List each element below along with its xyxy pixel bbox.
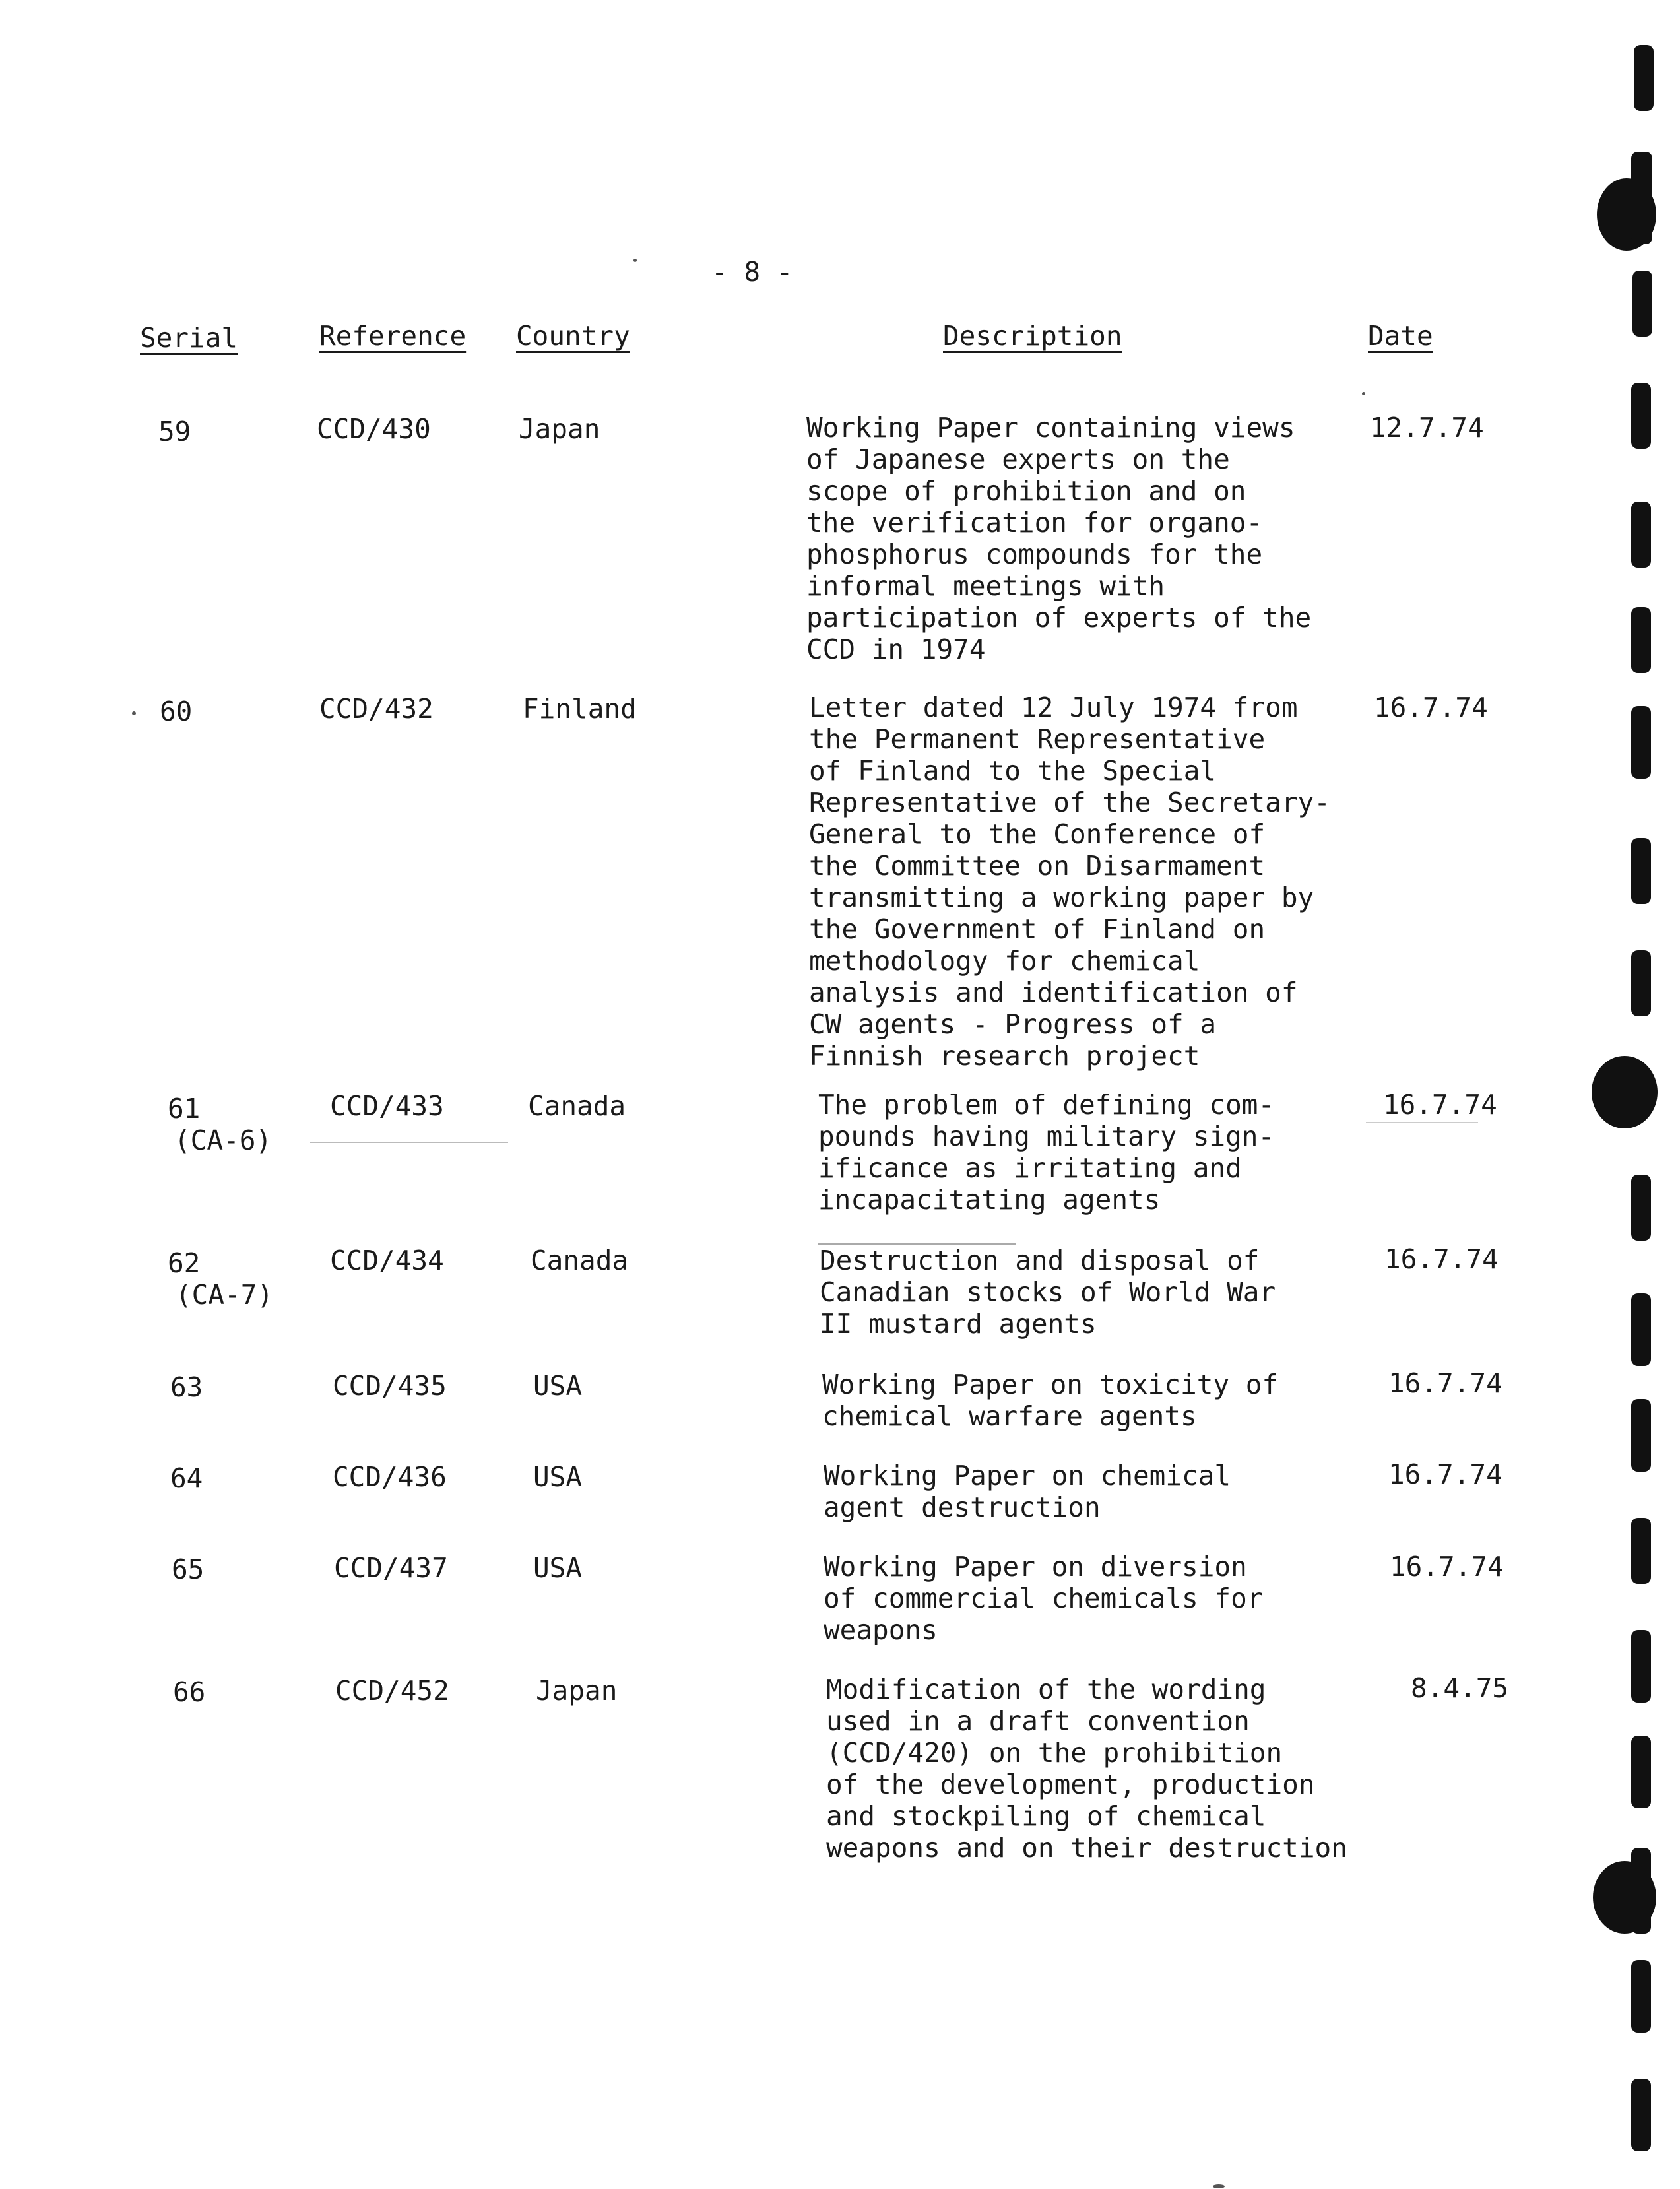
date-cell: 16.7.74 xyxy=(1388,1458,1502,1490)
binding-mark xyxy=(1631,838,1651,904)
country-cell: USA xyxy=(533,1552,583,1584)
binding-mark xyxy=(1592,1056,1658,1128)
reference-cell: CCD/452 xyxy=(335,1675,449,1707)
scan-speck xyxy=(633,259,637,262)
date-cell: 16.7.74 xyxy=(1374,692,1488,723)
header-date: Date xyxy=(1368,320,1433,352)
binding-mark xyxy=(1634,45,1654,111)
serial-cell: 59 xyxy=(158,416,191,447)
scan-speck xyxy=(1362,392,1365,395)
description-cell: Working Paper on diversion of commercial chemicals for weapons xyxy=(824,1551,1264,1646)
serial-sub-cell: (CA-7) xyxy=(176,1279,274,1311)
reference-cell: CCD/432 xyxy=(319,693,434,725)
description-cell: Letter dated 12 July 1974 from the Permanent Representative of Finland to the Special Representative of the Secretary- General to the Conference of the Committee on Disarmament transmitting a working paper by the Government of Finland on methodology for chemical analysis and identification of CW agents - Progress of a Finnish research project xyxy=(809,692,1330,1072)
scan-dash-line xyxy=(818,1243,1016,1245)
date-cell: 8.4.75 xyxy=(1411,1672,1509,1704)
binding-mark xyxy=(1631,706,1651,779)
country-cell: Japan xyxy=(536,1675,618,1707)
binding-mark xyxy=(1631,2079,1651,2151)
binding-mark xyxy=(1631,1736,1651,1808)
header-serial: Serial xyxy=(140,322,238,354)
binding-mark xyxy=(1631,1175,1651,1241)
reference-cell: CCD/430 xyxy=(317,413,431,445)
serial-cell: 62 xyxy=(168,1247,201,1279)
scan-speck xyxy=(1213,2184,1225,2188)
binding-mark xyxy=(1631,950,1651,1016)
description-cell: Working Paper on toxicity of chemical warfare agents xyxy=(822,1369,1279,1432)
country-cell: Canada xyxy=(528,1090,626,1122)
date-cell: 12.7.74 xyxy=(1370,412,1484,443)
description-cell: Working Paper on chemical agent destruction xyxy=(824,1460,1231,1523)
date-cell: 16.7.74 xyxy=(1383,1089,1497,1121)
binding-mark xyxy=(1631,1293,1651,1366)
description-cell: Working Paper containing views of Japanese experts on the scope of prohibition and on the verification for organo- phosphorus compounds for the informal meetings with participation of experts of the CCD in 1974 xyxy=(806,412,1312,665)
date-cell: 16.7.74 xyxy=(1384,1243,1499,1275)
description-cell: The problem of defining com- pounds having military sign- ificance as irritating and incapacitating agents xyxy=(818,1089,1275,1216)
header-country: Country xyxy=(516,320,630,352)
country-cell: USA xyxy=(533,1370,583,1402)
reference-cell: CCD/434 xyxy=(330,1245,444,1276)
binding-mark xyxy=(1632,271,1652,337)
serial-sub-cell: (CA-6) xyxy=(174,1125,273,1156)
serial-cell: 60 xyxy=(160,696,193,727)
serial-cell: 63 xyxy=(170,1371,203,1403)
binding-mark xyxy=(1631,1399,1651,1472)
binding-mark xyxy=(1631,1518,1651,1584)
binding-mark xyxy=(1631,152,1652,244)
binding-mark xyxy=(1631,607,1651,673)
binding-mark xyxy=(1631,1960,1651,2033)
binding-mark xyxy=(1631,502,1651,568)
date-cell: 16.7.74 xyxy=(1388,1367,1502,1399)
scan-dash-line xyxy=(310,1142,508,1143)
header-description: Description xyxy=(943,320,1122,352)
description-cell: Destruction and disposal of Canadian stocks of World War II mustard agents xyxy=(820,1245,1276,1340)
country-cell: Japan xyxy=(519,413,600,445)
page-number: - 8 - xyxy=(711,256,793,288)
scan-dash-line xyxy=(1366,1122,1478,1123)
reference-cell: CCD/437 xyxy=(334,1552,448,1584)
country-cell: Canada xyxy=(531,1245,629,1276)
date-cell: 16.7.74 xyxy=(1390,1551,1504,1583)
serial-cell: 66 xyxy=(173,1676,206,1708)
reference-cell: CCD/436 xyxy=(333,1461,447,1493)
reference-cell: CCD/433 xyxy=(330,1090,444,1122)
binding-mark xyxy=(1631,383,1651,449)
binding-mark xyxy=(1631,1630,1651,1703)
serial-cell: 65 xyxy=(172,1553,205,1585)
scan-speck xyxy=(132,711,136,715)
reference-cell: CCD/435 xyxy=(333,1370,447,1402)
country-cell: USA xyxy=(533,1461,583,1493)
binding-mark xyxy=(1631,1848,1651,1934)
description-cell: Modification of the wording used in a draft convention (CCD/420) on the prohibition of the development, production and stockpiling of chemical weapons and on their destruction xyxy=(826,1674,1347,1864)
serial-cell: 64 xyxy=(170,1462,203,1494)
country-cell: Finland xyxy=(523,693,637,725)
serial-cell: 61 xyxy=(168,1093,201,1125)
header-reference: Reference xyxy=(319,320,467,352)
